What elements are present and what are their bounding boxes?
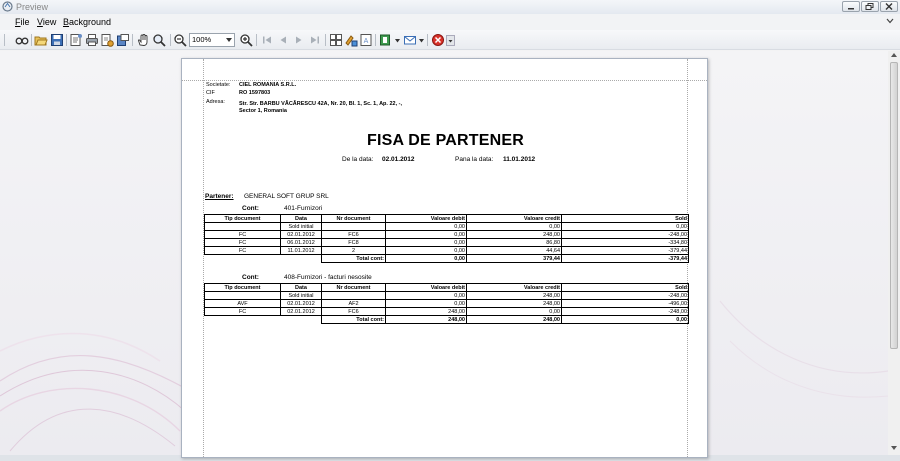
title-bar: [0, 0, 900, 14]
table-header-row: [205, 284, 689, 292]
total-credit: 379,44: [467, 255, 562, 263]
toolbar-separator: [375, 34, 376, 46]
total-label: Total cont:: [322, 316, 386, 324]
cif-label: CIF: [206, 90, 215, 96]
margin-guide: [182, 80, 707, 81]
table-cell: FC: [205, 239, 281, 247]
find-icon[interactable]: [15, 33, 29, 47]
column-header: Valoare debit: [386, 215, 467, 223]
column-header: Tip document: [205, 215, 281, 223]
scrollbar-thumb[interactable]: [890, 62, 898, 349]
menu-background-label: ackground: [69, 17, 112, 27]
table-row: [205, 308, 689, 316]
account-table-401: [204, 214, 689, 263]
table-cell: 0,00: [467, 223, 562, 231]
address-line1: Str. Str. BARBU VĂCĂRESCU 42A, Nr. 20, Bl. 1, Sc. 1, Ap. 22, -,: [239, 101, 403, 107]
close-icon: [884, 3, 894, 10]
date-to-label: Pana la data:: [455, 156, 494, 163]
table-cell: 0,00: [467, 308, 562, 316]
table-row: [205, 239, 689, 247]
table-cell: AVF: [205, 300, 281, 308]
table-cell: 02.01.2012: [281, 308, 322, 316]
restore-button[interactable]: [861, 1, 879, 12]
save-icon[interactable]: [50, 33, 64, 47]
window-title: Preview: [16, 2, 49, 12]
total-label: Total cont:: [322, 255, 386, 263]
toolbar-separator: [4, 34, 5, 46]
column-header: Valoare credit: [467, 215, 562, 223]
table-cell: 06.01.2012: [281, 239, 322, 247]
table-cell: 248,00: [467, 231, 562, 239]
toolbar-separator: [132, 34, 133, 46]
total-debit: 0,00: [386, 255, 467, 263]
table-cell: -496,00: [562, 300, 689, 308]
scroll-up-icon[interactable]: [891, 53, 897, 58]
chevron-down-icon[interactable]: [886, 17, 894, 25]
column-header: Valoare credit: [467, 284, 562, 292]
account-name: 401-Furnizori: [284, 205, 323, 212]
table-cell: AF2: [322, 300, 386, 308]
table-cell: 0,00: [386, 223, 467, 231]
menu-file-hotkey: F: [15, 17, 21, 27]
table-cell: Sold initial: [281, 223, 322, 231]
table-cell: [281, 316, 322, 324]
table-cell: 0,00: [562, 223, 689, 231]
date-to-value: 11.01.2012: [503, 156, 536, 163]
table-cell: 248,00: [467, 300, 562, 308]
table-cell: FC6: [322, 231, 386, 239]
zoom-select[interactable]: [189, 33, 235, 47]
menu-background-hotkey: B: [63, 17, 70, 27]
address-label: Adresa:: [206, 99, 225, 105]
table-cell: 0,00: [386, 300, 467, 308]
minimize-icon: [846, 3, 856, 10]
account-label: Cont:: [242, 205, 259, 212]
zoom-out-icon[interactable]: [173, 33, 187, 47]
chevron-down-icon[interactable]: [395, 39, 400, 43]
table-cell: -248,00: [562, 292, 689, 300]
table-cell: [205, 223, 281, 231]
menu-bar: [0, 14, 900, 30]
svg-text:A: A: [363, 38, 369, 45]
column-header: Sold: [562, 284, 689, 292]
table-cell: [322, 292, 386, 300]
column-header: Nr document: [322, 215, 386, 223]
table-cell: 02.01.2012: [281, 300, 322, 308]
print-icon[interactable]: [85, 33, 99, 47]
table-cell: Sold initial: [281, 292, 322, 300]
toolbar-separator: [170, 34, 171, 46]
toolbar-separator: [31, 34, 32, 46]
table-cell: [281, 255, 322, 263]
toolbar-separator: [427, 34, 428, 46]
chevron-down-icon: [226, 38, 232, 43]
total-debit: 248,00: [386, 316, 467, 324]
toolbar: [0, 30, 900, 50]
table-cell: FC6: [322, 308, 386, 316]
menu-view[interactable]: [37, 16, 56, 28]
color-icon[interactable]: [344, 33, 358, 47]
column-header: Data: [281, 284, 322, 292]
first-page-icon[interactable]: [260, 33, 274, 47]
total-row: [205, 316, 689, 324]
toolbar-separator: [325, 34, 326, 46]
table-cell: -248,00: [562, 231, 689, 239]
total-row: [205, 255, 689, 263]
page-setup-icon[interactable]: [69, 33, 83, 47]
account-label: Cont:: [242, 274, 259, 281]
email-dropdown-icon[interactable]: [403, 33, 417, 47]
total-balance: -379,44: [562, 255, 689, 263]
last-page-icon[interactable]: [308, 33, 322, 47]
table-cell: 0,00: [386, 231, 467, 239]
table-cell: 248,00: [386, 308, 467, 316]
quick-print-icon[interactable]: [100, 33, 114, 47]
total-balance: 0,00: [562, 316, 689, 324]
company-value: CIEL ROMANIA S.R.L.: [239, 82, 297, 88]
table-cell: 86,80: [467, 239, 562, 247]
table-cell: -379,44: [562, 247, 689, 255]
column-header: Nr document: [322, 284, 386, 292]
table-cell: FC: [205, 231, 281, 239]
table-cell: 02.01.2012: [281, 231, 322, 239]
table-row: [205, 223, 689, 231]
restore-icon: [865, 3, 875, 10]
menu-file[interactable]: [15, 16, 30, 28]
chevron-down-icon[interactable]: [419, 39, 424, 43]
table-cell: 0,00: [386, 239, 467, 247]
column-header: Valoare debit: [386, 284, 467, 292]
table-cell: 248,00: [467, 292, 562, 300]
table-row: [205, 247, 689, 255]
watermark-icon[interactable]: [359, 33, 373, 47]
report-title: FISA DE PARTENER: [367, 132, 524, 149]
table-cell: 0,00: [386, 247, 467, 255]
account-table-408: [204, 283, 689, 324]
total-credit: 248,00: [467, 316, 562, 324]
table-cell: 44,64: [467, 247, 562, 255]
vertical-scrollbar[interactable]: [888, 51, 900, 455]
column-header: Tip document: [205, 284, 281, 292]
menu-background[interactable]: [63, 16, 111, 28]
toolbar-separator: [66, 34, 67, 46]
table-cell: 2: [322, 247, 386, 255]
next-page-icon[interactable]: [292, 33, 306, 47]
report-page: [181, 58, 708, 458]
toolbar-separator: [256, 34, 257, 46]
partner-value: GENERAL SOFT GRUP SRL: [244, 193, 329, 200]
scroll-down-icon[interactable]: [891, 446, 897, 451]
partner-label: Partener:: [205, 193, 234, 200]
date-from-label: De la data:: [342, 156, 374, 163]
table-cell: [205, 292, 281, 300]
table-row: [205, 292, 689, 300]
company-label: Societate:: [206, 82, 231, 88]
cif-value: RO 1597803: [239, 90, 271, 96]
table-cell: FC8: [322, 239, 386, 247]
minimize-button[interactable]: [842, 1, 860, 12]
zoom-in-icon[interactable]: [239, 33, 253, 47]
export-dropdown-icon[interactable]: [379, 33, 393, 47]
table-cell: FC: [205, 247, 281, 255]
date-from-value: 02.01.2012: [382, 156, 415, 163]
table-cell: FC: [205, 308, 281, 316]
table-row: [205, 231, 689, 239]
menu-view-hotkey: V: [37, 17, 43, 27]
account-name: 408-Furnizori - facturi nesosite: [284, 274, 372, 281]
exit-icon[interactable]: [431, 33, 445, 47]
address-line2: Sector 1, Romania: [239, 108, 287, 114]
table-header-row: [205, 215, 689, 223]
table-cell: [322, 223, 386, 231]
menu-file-label: ile: [20, 17, 30, 27]
multiple-pages-icon[interactable]: [329, 33, 343, 47]
chevron-down-icon[interactable]: [446, 35, 455, 46]
app-icon: [2, 1, 13, 12]
column-header: Data: [281, 215, 322, 223]
table-cell: 11.01.2012: [281, 247, 322, 255]
column-header: Sold: [562, 215, 689, 223]
hand-icon[interactable]: [136, 33, 150, 47]
table-row: [205, 300, 689, 308]
table-cell: 0,00: [386, 292, 467, 300]
table-cell: -248,00: [562, 308, 689, 316]
zoom-value: 100%: [192, 35, 212, 44]
menu-view-label: iew: [42, 17, 57, 27]
close-button[interactable]: [880, 1, 898, 12]
export-icon[interactable]: [116, 33, 130, 47]
table-cell: -334,80: [562, 239, 689, 247]
magnifier-icon[interactable]: [152, 33, 166, 47]
open-icon[interactable]: [34, 33, 48, 47]
previous-page-icon[interactable]: [276, 33, 290, 47]
table-cell: [205, 255, 281, 263]
table-cell: [205, 316, 281, 324]
